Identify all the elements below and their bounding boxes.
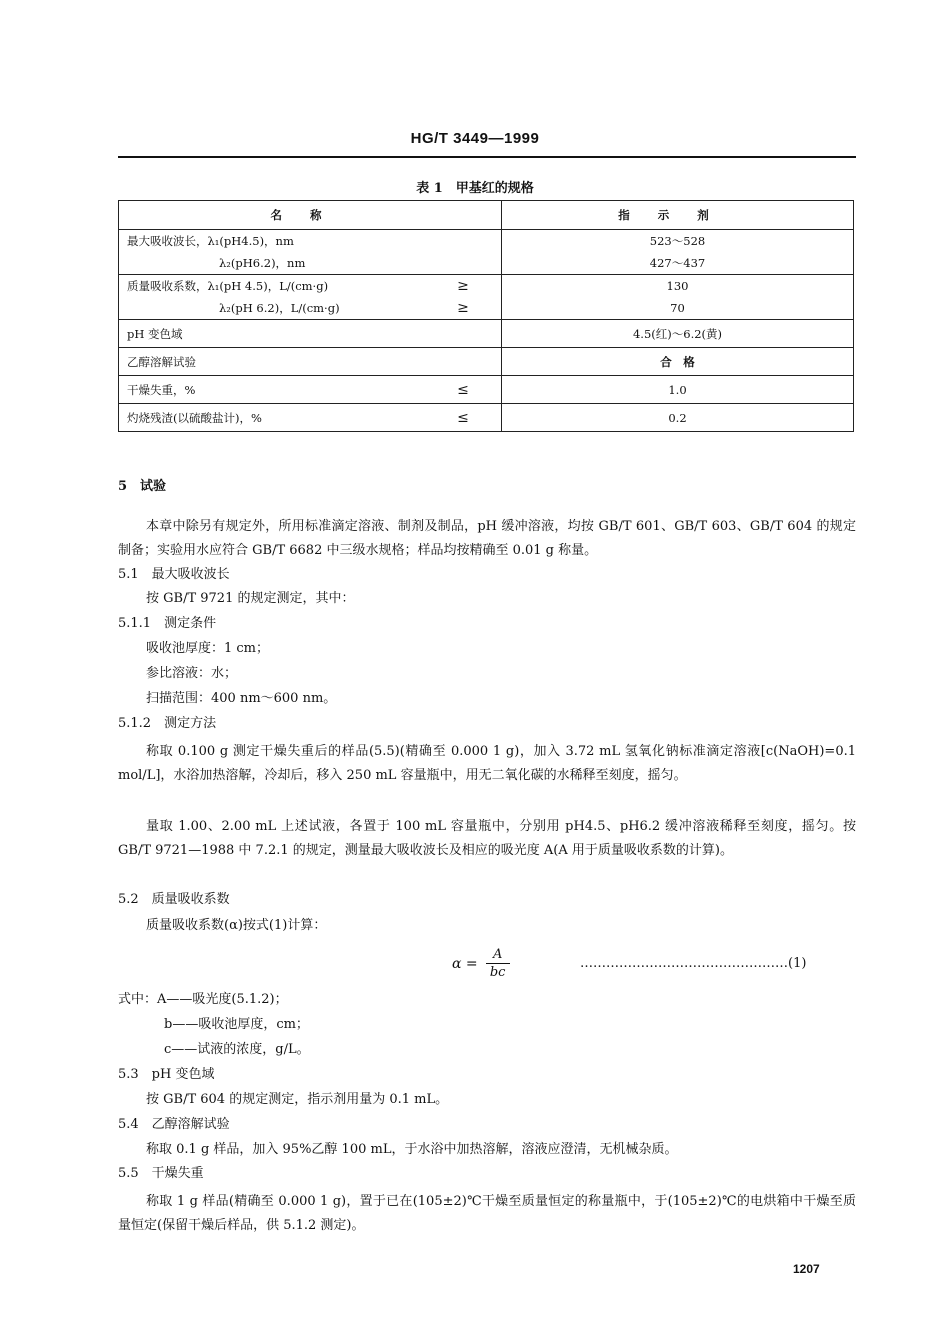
row-value: 130 70 [502,275,854,320]
section-5-2-text: 质量吸收系数(α)按式(1)计算： [146,918,327,933]
section-5-2-title: 5.2 质量吸收系数 [118,892,230,907]
formula-fraction [486,947,510,980]
section-5-3-text: 按 GB/T 604 的规定测定，指示剂用量为 0.1 mL。 [146,1092,449,1107]
section-5-1-1-title: 5.1.1 测定条件 [118,616,217,631]
section-5-4-title: 5.4 乙醇溶解试验 [118,1117,230,1132]
section-5-1-2-title: 5.1.2 测定方法 [118,716,217,731]
table-row [119,348,854,376]
page-number: 1207 [793,1262,820,1276]
row-name: 灼烧残渣(以硫酸盐计)，% [119,404,426,432]
row-value: 合 格 [502,348,854,376]
table-row [119,404,854,432]
formula-numerator: A [492,947,503,962]
table-row [119,230,854,275]
table-row [119,275,854,320]
col-header-name: 名称 [119,201,502,230]
row-name: 干燥失重，% [119,376,426,404]
row-operator: ≤ [425,376,502,404]
row-name: 乙醇溶解试验 [119,348,502,376]
condition-reference: 参比溶液：水； [146,666,238,681]
row-operator: ≤ [425,404,502,432]
col-header-value: 指示剂 [502,201,854,230]
row-value: 523～528 427～437 [502,230,854,275]
section-5-5-title: 5.5 干燥失重 [118,1166,204,1181]
section-5-3-title: 5.3 pH 变色域 [118,1067,215,1082]
formula-1 [452,947,510,980]
row-name: 最大吸收波长，λ₁(pH4.5)，nm λ₂(pH6.2)，nm [119,230,502,275]
table-row [119,320,854,348]
table-row [119,376,854,404]
row-name: pH 变色域 [119,320,502,348]
condition-cell-thickness: 吸收池厚度：1 cm； [146,641,270,656]
formula-denominator: bc [489,965,506,980]
header-divider [118,156,856,158]
table-caption: 表 1 甲基红的规格 [416,181,534,196]
page-header: HG/T 3449—1999 [410,130,540,147]
equation-number: …………………………………………(1) [580,956,807,971]
method-paragraph-2: 量取 1.00、2.00 mL 上述试液，各置于 100 mL 容量瓶中，分别用 pH4.5、pH6.2 缓冲溶液稀释至刻度，摇匀。按 GB/T 9721—1988 中 7.2.1 的规定，测量最大吸收波长及相应的吸光度 A(A 用于质量吸收系数的计算)。 [118,819,856,858]
condition-scan-range: 扫描范围：400 nm～600 nm。 [146,691,337,706]
row-value: 0.2 [502,404,854,432]
where-concentration: c——试液的浓度，g/L。 [164,1042,310,1057]
spec-table [118,200,854,432]
table-header-row [119,201,854,230]
row-operator: ≥ ≥ [425,275,502,320]
where-absorbance: 式中：A——吸光度(5.1.2)； [118,992,288,1007]
row-value: 4.5(红)～6.2(黄) [502,320,854,348]
row-value: 1.0 [502,376,854,404]
section-5-paragraph: 本章中除另有规定外，所用标准滴定溶液、制剂及制品，pH 缓冲溶液，均按 GB/T 601、GB/T 603、GB/T 604 的规定制备；实验用水应符合 GB/T 6682 中三级水规格；样品均按精确至 0.01 g 称量。 [118,519,856,558]
section-5-1-title: 5.1 最大吸收波长 [118,567,230,582]
formula-lhs: α = [452,955,478,972]
section-5-5-text: 称取 1 g 样品(精确至 0.000 1 g)，置于已在(105±2)℃干燥至质量恒定的称量瓶中，于(105±2)℃的电烘箱中干燥至质量恒定(保留干燥后样品，供 5.1.2 测定)。 [118,1194,856,1233]
row-name: 质量吸收系数，λ₁(pH 4.5)，L/(cm·g) λ₂(pH 6.2)，L/(cm·g) [119,275,426,320]
section-5-title: 5 试验 [118,479,167,494]
section-5-4-text: 称取 0.1 g 样品，加入 95%乙醇 100 mL，于水浴中加热溶解，溶液应澄清，无机械杂质。 [146,1142,678,1157]
where-thickness: b——吸收池厚度，cm； [164,1017,309,1032]
method-paragraph-1: 称取 0.100 g 测定干燥失重后的样品(5.5)(精确至 0.000 1 g)，加入 3.72 mL 氢氧化钠标准滴定溶液[c(NaOH)=0.1 mol/L]，水浴加热溶解，冷却后，移入 250 mL 容量瓶中，用无二氧化碳的水稀释至刻度，摇匀。 [118,744,856,783]
section-5-1-text: 按 GB/T 9721 的规定测定，其中： [146,591,355,606]
fraction-bar [486,963,510,964]
